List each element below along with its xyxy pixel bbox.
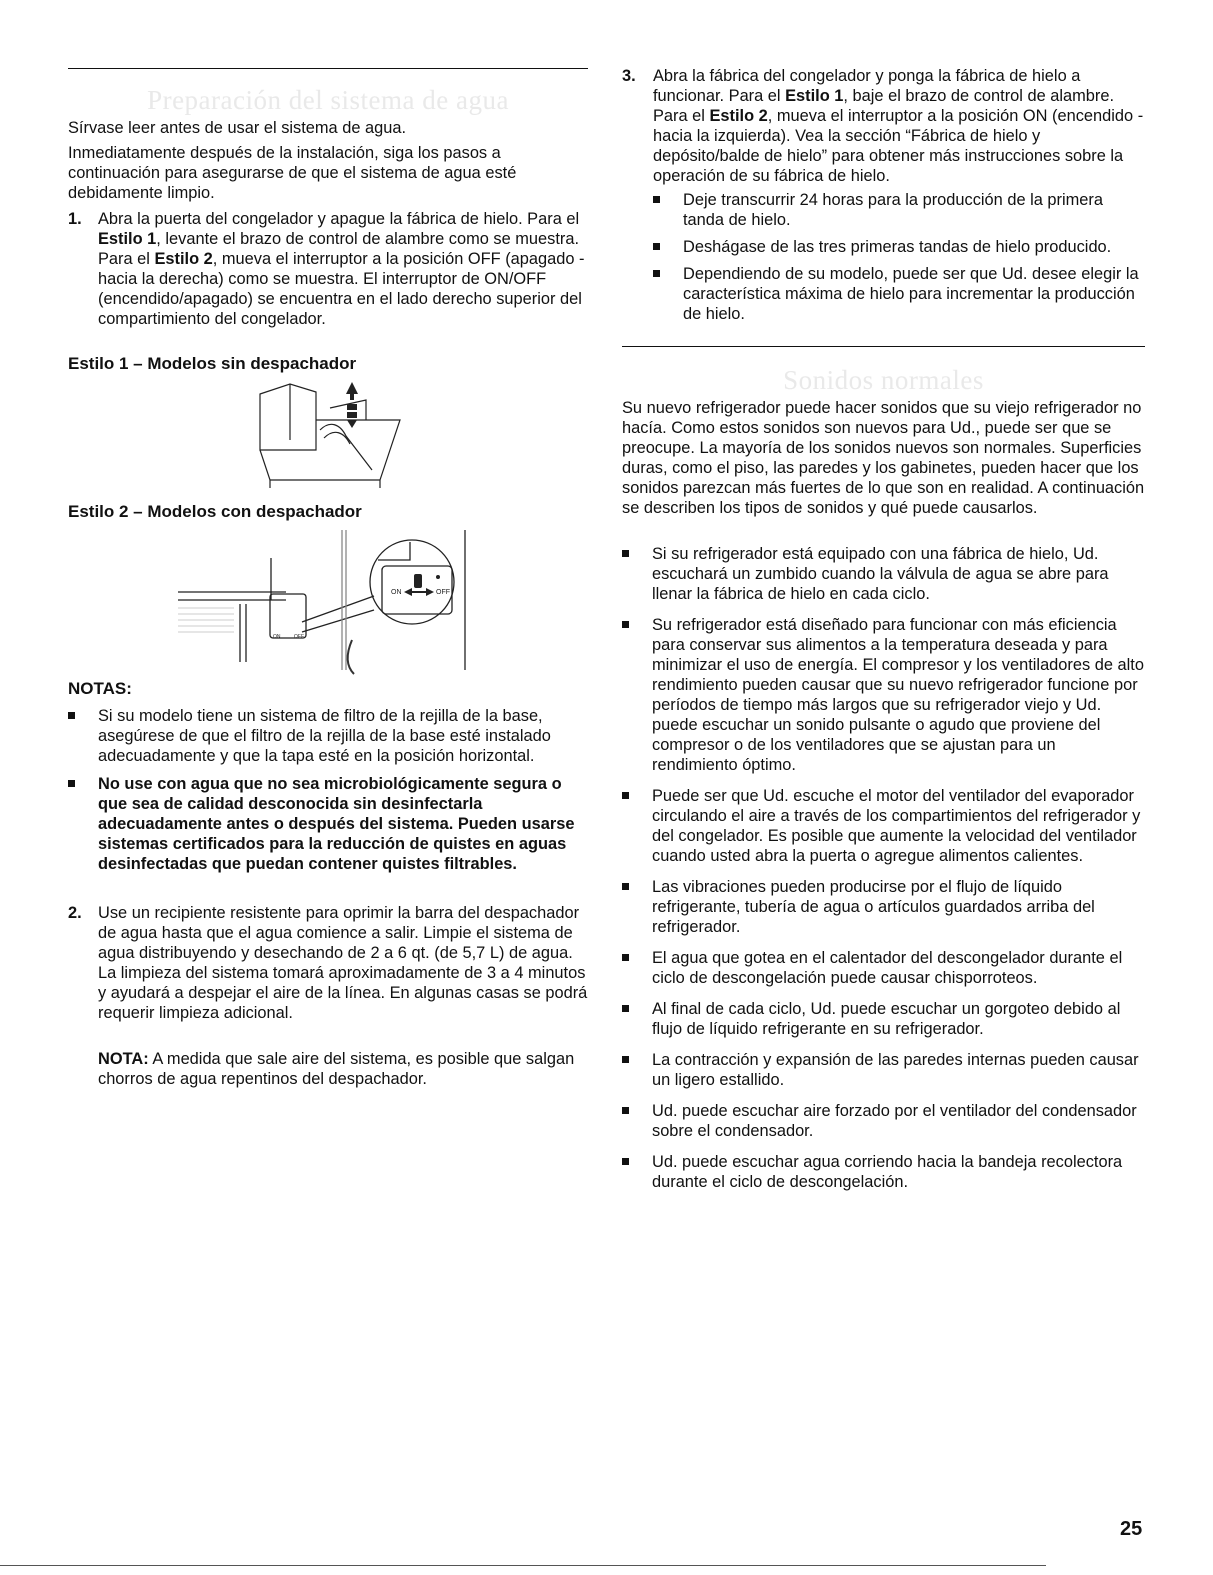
section-rule-top-left [68,68,588,69]
note-water-warning: No use con agua que no sea microbiológicamente segura o que sea de calidad desconocida sin desinfectarla adecuadamente antes o después del sistema. Pueden usarse sistemas certificados para la reducción de quistes en aguas desinfectadas que puedan contener quistes filtrables. [68,774,590,874]
sound-item: Las vibraciones pueden producirse por el flujo de líquido refrigerante, tubería de agua o artículos guardados arriba del refrigerador. [622,877,1145,937]
style-1-heading: Estilo 1 – Modelos sin despachador [68,354,357,373]
sound-item: Si su refrigerador está equipado con una fábrica de hielo, Ud. escuchará un zumbido cuando la válvula de agua se abre para llenar la fábrica de hielo en cada ciclo. [622,544,1145,604]
sound-item: La contracción y expansión de las paredes internas pueden causar un ligero estallido. [622,1050,1145,1090]
notes-heading: NOTAS: [68,679,132,698]
sound-item: El agua que gotea en el calentador del descongelador durante el ciclo de descongelación puede causar chisporroteos. [622,948,1145,988]
step-2-note: NOTA: A medida que sale aire del sistema, es posible que salgan chorros de agua repentinos del despachador. [98,1050,575,1088]
step-3-bullet: Deje transcurrir 24 horas para la producción de la primera tanda de hielo. [653,190,1145,230]
step-3-bullets [653,190,1145,324]
style-2-heading: Estilo 2 – Modelos con despachador [68,502,362,521]
style-2-illustration [178,530,470,680]
page-bottom-line [0,1565,1046,1566]
small-switch-on-label: ON [273,634,281,640]
step-3-bullet: Dependiendo de su modelo, puede ser que Ud. desee elegir la característica máxima de hielo para incrementar la producción de hielo. [653,264,1145,324]
note-filter-grille: Si su modelo tiene un sistema de filtro de la rejilla de la base, asegúrese de que el filtro de la rejilla de la base esté instalado adecuadamente y que la tapa esté en la posición horizontal. [68,706,590,766]
page-number: 25 [1120,1518,1143,1540]
step-1-text: Abra la puerta del congelador y apague la fábrica de hielo. Para el Estilo 1, levante el brazo de control de alambre como se muestra. Para el Estilo 2, mueva el interruptor a la posición OFF (apagado - hacia la derecha) como se muestra. El interruptor de ON/OFF (encendido/apagado) se encuentra en el lado derecho superior del compartimiento del congelador. [98,210,585,328]
sounds-list [622,544,1145,1192]
step-2-number: 2. [68,904,82,922]
step-2-text: Use un recipiente resistente para oprimir la barra del despachador de agua hasta que el agua comience a salir. Limpie el sistema de agua distribuyendo y desechando de 2 a 6 qt. (de 5,7 L) de agua. La limpieza del sistema tomará aproximadamente de 3 a 4 minutos y ayudará a despejar el aire de la línea. En algunas casas se podrá requerir limpieza adicional. [98,904,588,1022]
sound-item: Ud. puede escuchar agua corriendo hacia la bandeja recolectora durante el ciclo de descongelación. [622,1152,1145,1192]
sounds-intro: Su nuevo refrigerador puede hacer sonidos que su viejo refrigerador no hacía. Como estos sonidos son nuevos para Ud., puede ser que se preocupe. La mayoría de los sonidos nuevos son normales. Superficies duras, como el piso, las paredes y los gabinetes, pueden hacer que los sonidos parezcan más fuertes de lo que son en realidad. A continuación se describen los tipos de sonidos y qué puede causarlos. [622,399,1145,517]
sound-item: Su refrigerador está diseñado para funcionar con más eficiencia para conservar sus alimentos a la temperatura deseada y para minimizar el uso de energía. El compresor y los ventiladores de alto rendimiento pueden causar que su nuevo refrigerador funcione por períodos de tiempo más largos que su refrigerador viejo y Ud. puede escuchar un sonido pulsante o agudo que proviene del compresor o de los ventiladores que se ajustan para un rendimiento óptimo. [622,615,1145,775]
step-3-text: Abra la fábrica del congelador y ponga la fábrica de hielo a funcionar. Para el Estilo 1, baje el brazo de control de alambre. Para el Estilo 2, mueva el interruptor a la posición ON (encendido - hacia la izquierda). Vea la sección “Fábrica de hielo y depósito/balde de hielo” para obtener más instrucciones sobre la operación de su fábrica de hielo. [653,67,1144,185]
style-1-illustration [250,380,410,490]
section-rule-right [622,346,1145,347]
sound-item: Al final de cada ciclo, Ud. puede escuchar un gorgoteo debido al flujo de líquido refrigerante en su refrigerador. [622,999,1145,1039]
step-1-number: 1. [68,210,82,228]
step-3-number: 3. [622,67,636,85]
section-title-water-system: Preparación del sistema de agua [147,85,509,115]
intro-instructions: Inmediatamente después de la instalación, siga los pasos a continuación para asegurarse de que el sistema de agua esté debidamente limpio. [68,144,517,202]
sound-item: Puede ser que Ud. escuche el motor del ventilador del evaporador circulando el aire a través de los compartimientos del refrigerador y del congelador. Es posible que aumente la velocidad del ventilador cuando usted abra la puerta o agregue alimentos calientes. [622,786,1145,866]
sound-item: Ud. puede escuchar aire forzado por el ventilador del condensador sobre el condensador. [622,1101,1145,1141]
small-switch-off-label: OFF [294,634,304,640]
notes-list [68,706,590,874]
section-title-normal-sounds: Sonidos normales [783,365,984,395]
switch-on-label: ON [391,589,402,596]
intro-read-before: Sírvase leer antes de usar el sistema de agua. [68,119,407,137]
switch-off-label: OFF [436,589,450,596]
step-3-bullet: Deshágase de las tres primeras tandas de hielo producido. [653,237,1145,257]
